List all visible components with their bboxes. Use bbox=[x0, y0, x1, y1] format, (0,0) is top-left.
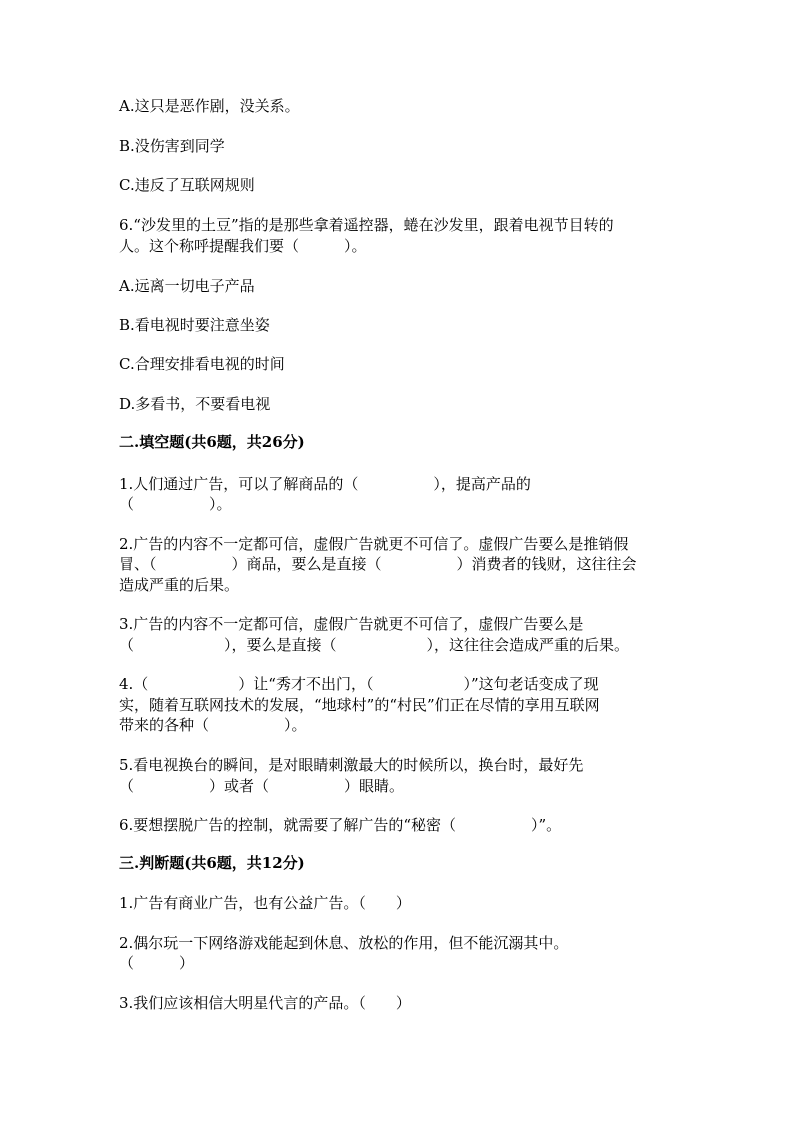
fill-q4-line-1: 4.（ ）让“秀才不出门，（ ）”这句老话变成了现 bbox=[119, 675, 599, 693]
tf-q2-line-1: 2.偶尔玩一下网络游戏能起到休息、放松的作用，但不能沉溺其中。 bbox=[119, 934, 569, 952]
q6-stem-line-2: 人。这个称呼提醒我们要（ ）。 bbox=[119, 237, 367, 255]
fill-q3-line-1: 3.广告的内容不一定都可信，虚假广告就更不可信了，虚假广告要么是 bbox=[119, 615, 584, 633]
q6-option-a: A.远离一切电子产品 bbox=[119, 277, 255, 295]
q5-option-b: B.没伤害到同学 bbox=[119, 137, 225, 155]
tf-q1: 1.广告有商业广告，也有公益广告。（ ） bbox=[119, 894, 411, 912]
fill-q5-line-2: （ ）或者（ ）眼睛。 bbox=[119, 777, 405, 795]
fill-q4-line-3: 带来的各种（ ）。 bbox=[119, 716, 307, 734]
tf-q2-line-2: （ ） bbox=[119, 954, 195, 972]
fill-q2-line-2: 冒、（ ）商品，要么是直接（ ）消费者的钱财，这往往会 bbox=[119, 555, 637, 573]
q5-option-c: C.违反了互联网规则 bbox=[119, 176, 255, 194]
q6-option-c: C.合理安排看电视的时间 bbox=[119, 355, 285, 373]
q5-option-a: A.这只是恶作剧，没关系。 bbox=[119, 97, 300, 115]
tf-q3: 3.我们应该相信大明星代言的产品。（ ） bbox=[119, 994, 411, 1012]
fill-q6: 6.要想摆脱广告的控制，就需要了解广告的“秘密（ ）”。 bbox=[119, 816, 562, 834]
fill-q1-line-2: （ ）。 bbox=[119, 495, 232, 513]
fill-q4-line-2: 实，随着互联网技术的发展，“地球村”的“村民”们正在尽情的享用互联网 bbox=[119, 696, 600, 714]
fill-q2-line-1: 2.广告的内容不一定都可信，虚假广告就更不可信了。虚假广告要么是推销假 bbox=[119, 535, 629, 553]
section-heading-fill-blank: 二.填空题(共6题，共26分) bbox=[119, 433, 305, 451]
fill-q2-line-3: 造成严重的后果。 bbox=[119, 576, 240, 594]
fill-q1-line-1: 1.人们通过广告，可以了解商品的（ ），提高产品的 bbox=[119, 475, 531, 493]
section-heading-true-false: 三.判断题(共6题，共12分) bbox=[119, 854, 305, 872]
q6-option-b: B.看电视时要注意坐姿 bbox=[119, 316, 270, 334]
fill-q5-line-1: 5.看电视换台的瞬间，是对眼睛刺激最大的时候所以，换台时，最好先 bbox=[119, 756, 584, 774]
fill-q3-line-2: （ ），要么是直接（ ），这往往会造成严重的后果。 bbox=[119, 636, 630, 654]
q6-option-d: D.多看书，不要看电视 bbox=[119, 395, 271, 413]
q6-stem-line-1: 6.“沙发里的土豆”指的是那些拿着遥控器，蜷在沙发里，跟着电视节目转的 bbox=[119, 216, 614, 234]
